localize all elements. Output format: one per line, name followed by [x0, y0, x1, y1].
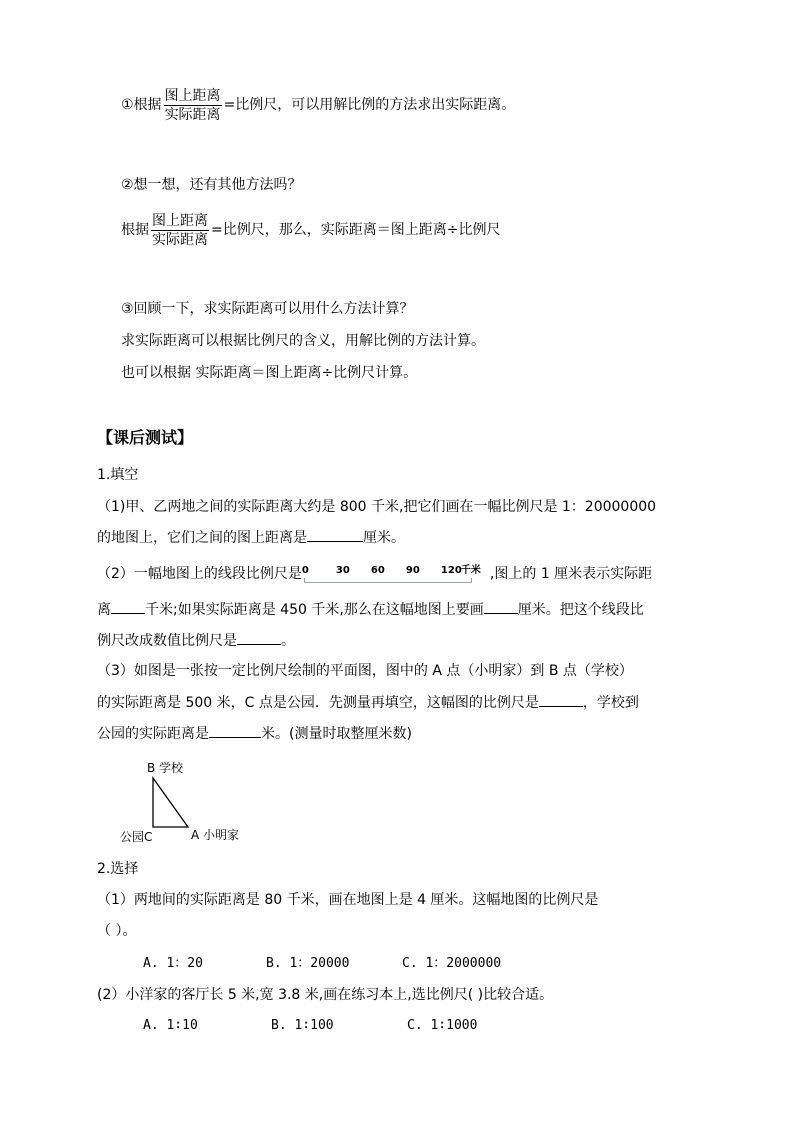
method1-fraction — [164, 87, 222, 124]
scale-label: 120 — [440, 565, 462, 576]
fill-q2-line3 — [97, 630, 295, 651]
answer-blank[interactable] — [111, 599, 145, 614]
section-heading: 【课后测试】 — [97, 428, 194, 447]
fill-q3-text: 米。(测量时取整厘米数) — [261, 726, 412, 742]
choice-q1-option-c[interactable]: C. 1：2000000 — [402, 956, 502, 971]
answer-blank[interactable] — [539, 692, 583, 707]
fill-q2-text: 。 — [281, 633, 295, 649]
method1-suffix: =比例尺，可以用解比例的方法求出实际距离。 — [223, 97, 516, 113]
choice-q1-option-a[interactable]: A. 1：20 — [143, 956, 203, 971]
method1-prefix: ①根据 — [121, 97, 162, 113]
fill-q2-text-end: ,图上的 1 厘米表示实际距 — [489, 566, 653, 582]
answer-blank[interactable] — [209, 723, 261, 738]
answer-blank[interactable] — [484, 599, 518, 614]
choice-title: 2.选择 — [97, 861, 139, 877]
fill-q2-text: （2）一幅地图上的线段比例尺是 — [97, 566, 302, 582]
fill-q3-text: 的实际距离是 500 米，C 点是公园．先测量再填空，这幅图的比例尺是 — [97, 695, 539, 711]
fig-label-a: A 小明家 — [191, 828, 240, 842]
answer-blank[interactable] — [237, 630, 281, 645]
scale-unit: 千米 — [460, 565, 481, 576]
choice-q1-line2: （ ）。 — [97, 923, 137, 939]
method2-prefix: 根据 — [121, 222, 149, 238]
method1-line — [121, 86, 515, 124]
choice-q1-line1: （1）两地间的实际距离是 80 千米，画在地图上是 4 厘米。这幅地图的比例尺是 — [97, 892, 599, 908]
fig-label-b: B 学校 — [147, 761, 184, 775]
choice-q2-option-b[interactable]: B. 1∶100 — [271, 1018, 334, 1033]
fill-title: 1.填空 — [97, 467, 139, 483]
choice-q2-option-c[interactable]: C. 1∶1000 — [407, 1018, 478, 1033]
triangle-abc — [153, 778, 188, 827]
fill-q2-text: 千米;如果实际距离是 450 千米,那么在这幅地图上要画 — [145, 602, 484, 618]
choice-q2-option-a[interactable]: A. 1∶10 — [143, 1018, 198, 1033]
fill-q1-line1: （1)甲、乙两地之间的实际距离大约是 800 千米,把它们画在一幅比例尺是 1：20000000 — [97, 499, 657, 515]
choice-q1-option-b[interactable]: B. 1：20000 — [266, 956, 350, 971]
fill-q3-line2 — [97, 692, 639, 713]
answer-blank[interactable] — [307, 527, 363, 542]
fill-q2-text: 离 — [97, 602, 111, 618]
fill-q3-text: 公园的实际距离是 — [97, 726, 209, 742]
fill-q3-line3 — [97, 723, 412, 744]
fill-q3-text: ，学校到 — [582, 695, 639, 711]
fig-label-c: 公园C — [120, 830, 153, 844]
scale-label: 30 — [335, 565, 350, 576]
method2-fraction — [151, 212, 209, 249]
fill-q2-text: 厘米。把这个线段比 — [517, 602, 644, 618]
fill-q1-text: 的地图上，它们之间的图上距离是 — [97, 530, 307, 546]
method2-suffix: =比例尺，那么，实际距离＝图上距离÷比例尺 — [211, 222, 501, 238]
fill-q2-text: 例尺改成数值比例尺是 — [97, 633, 237, 649]
fraction-numerator: 图上距离 — [152, 212, 208, 229]
method3-question: ③回顾一下，求实际距离可以用什么方法计算？ — [121, 301, 414, 317]
fraction-numerator: 图上距离 — [164, 87, 221, 104]
line-scale-bar — [302, 563, 490, 585]
method3-line1: 求实际距离可以根据比例尺的含义，用解比例的方法计算。 — [121, 333, 485, 349]
fraction-denominator: 实际距离 — [152, 231, 208, 248]
fill-q1-line2 — [97, 527, 405, 548]
scale-label: 90 — [405, 565, 420, 576]
fill-q1-unit: 厘米。 — [363, 530, 405, 546]
scale-label: 60 — [370, 565, 385, 576]
triangle-figure — [148, 776, 192, 830]
choice-q2-line1: (2）小洋家的客厅长 5 米,宽 3.8 米,画在练习本上,选比例尺( )比较合适。 — [97, 987, 554, 1003]
fill-q3-line1: （3）如图是一张按一定比例尺绘制的平面图，图中的 A 点（小明家）到 B 点（学校） — [97, 663, 633, 679]
method3-line2: 也可以根据 实际距离＝图上距离÷比例尺计算。 — [121, 365, 418, 381]
scale-line — [304, 578, 472, 583]
method2-line — [121, 211, 500, 249]
fill-q2-line1 — [97, 563, 652, 585]
fill-q2-line2 — [97, 599, 644, 620]
scale-label: 0 — [301, 565, 309, 576]
fraction-denominator: 实际距离 — [164, 106, 221, 123]
method2-question: ②想一想，还有其他方法吗？ — [121, 177, 302, 193]
